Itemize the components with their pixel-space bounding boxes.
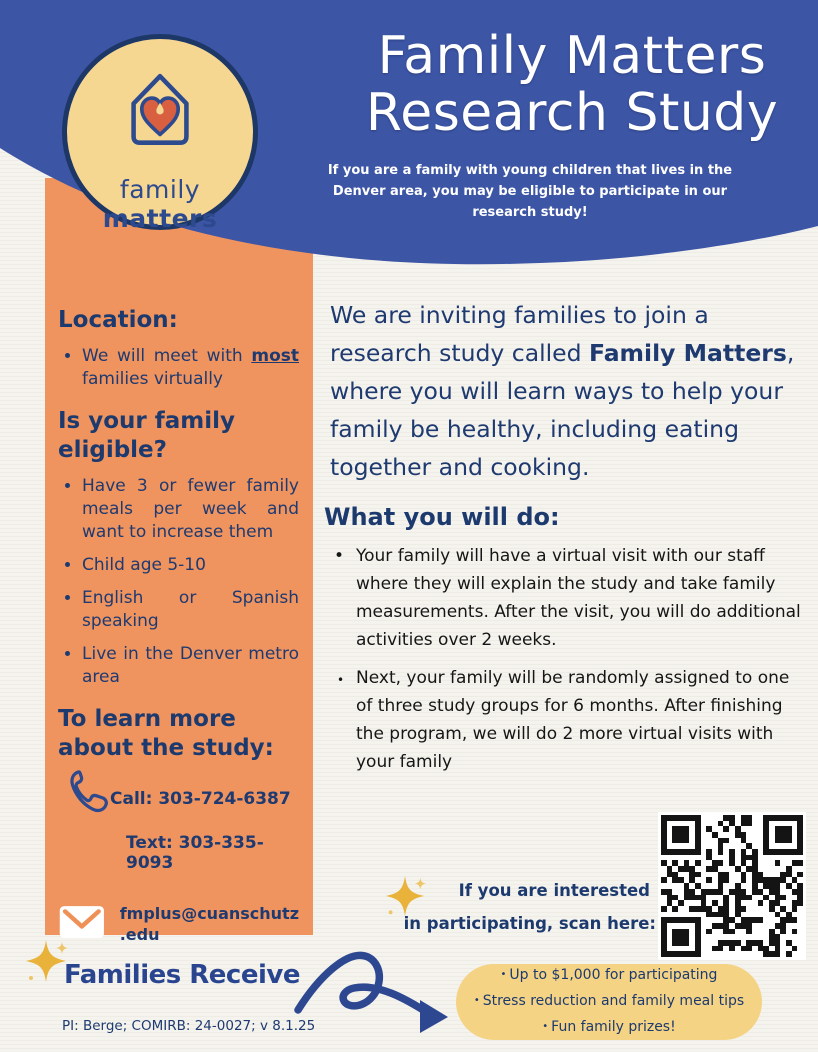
- sparkle-icon: [382, 874, 428, 920]
- sparkle-icon: [22, 938, 70, 986]
- list-item: • Child age 5-10: [82, 554, 299, 577]
- header: [330, 28, 814, 142]
- eligible-heading: Is your family eligible?: [58, 408, 236, 463]
- header-subtitle: If you are a family with young children that lives in the Denver area, you may be eligible to participate in our research study!: [327, 163, 733, 220]
- house-heart-icon: [119, 65, 201, 153]
- list-item: • Stress reduction and family meal tips: [474, 989, 744, 1015]
- interested-line2: in participating, scan here:: [403, 914, 656, 933]
- page-title-line2: Research Study: [365, 83, 779, 143]
- intro-bold-study-name: Family Matters: [589, 339, 787, 367]
- location-item-text: We will meet with: [82, 346, 252, 366]
- list-item: • English or Spanish speaking: [82, 587, 299, 633]
- logo-word-matters: matters: [102, 204, 218, 233]
- list-item: • Fun family prizes!: [474, 1015, 744, 1041]
- email-line1: fmplus@cuanschutz: [119, 904, 299, 923]
- call-number: Call: 303-724-6387: [110, 789, 291, 809]
- page-title-line1: Family Matters: [377, 26, 767, 86]
- list-item: • Next, your family will be randomly assigned to one of three study groups for 6 months. After finishing the program, we will do 2 more virtual visits with your family: [330, 664, 808, 776]
- intro-text-rest: , where you will learn ways to help your family be healthy, including eating together and cooking.: [330, 339, 795, 481]
- email-row: [58, 901, 299, 945]
- sidebar-panel: [45, 178, 313, 944]
- main-content: [324, 296, 808, 776]
- what-you-will-do-heading: What you will do:: [324, 503, 560, 531]
- family-matters-logo: [62, 34, 258, 233]
- location-heading: Location:: [58, 307, 178, 333]
- what-you-will-do-list: [330, 542, 808, 776]
- qr-code: [658, 812, 806, 960]
- text-number: Text: 303-335-9093: [126, 833, 264, 873]
- logo-wordmark: [67, 175, 253, 233]
- benefits-list: [474, 963, 744, 1041]
- list-item: • Your family will have a virtual visit with our staff where they will explain the study and take family measurements. After the visit, you will do additional activities over 2 weeks.: [330, 542, 808, 654]
- location-list: [58, 345, 299, 391]
- location-item-emphasis: most: [251, 346, 299, 366]
- email-address: [120, 903, 299, 945]
- looping-arrow-icon: [292, 942, 462, 1048]
- logo-word-family: family: [119, 175, 201, 204]
- phone-icon: [66, 767, 108, 817]
- list-item: • Up to $1,000 for participating: [474, 963, 744, 989]
- list-item: • Live in the Denver metro area: [82, 643, 299, 689]
- location-item-rest: families virtually: [82, 369, 223, 389]
- irb-footnote: PI: Berge; COMIRB: 24-0027; v 8.1.25: [62, 1018, 316, 1034]
- intro-paragraph: [330, 296, 808, 486]
- list-item: • Have 3 or fewer family meals per week and want to increase them: [82, 475, 299, 544]
- benefits-pill: [456, 964, 762, 1040]
- call-row: [58, 767, 299, 817]
- families-receive-heading: Families Receive: [64, 960, 300, 990]
- eligibility-list: [58, 475, 299, 689]
- email-line2: .edu: [119, 925, 160, 944]
- envelope-icon: [58, 901, 106, 943]
- learn-more-heading: To learn more about the study:: [58, 706, 274, 761]
- location-item: [82, 345, 299, 391]
- interested-line1: If you are interested: [458, 881, 650, 900]
- intro-text: We are inviting families to join a research study called: [330, 301, 709, 367]
